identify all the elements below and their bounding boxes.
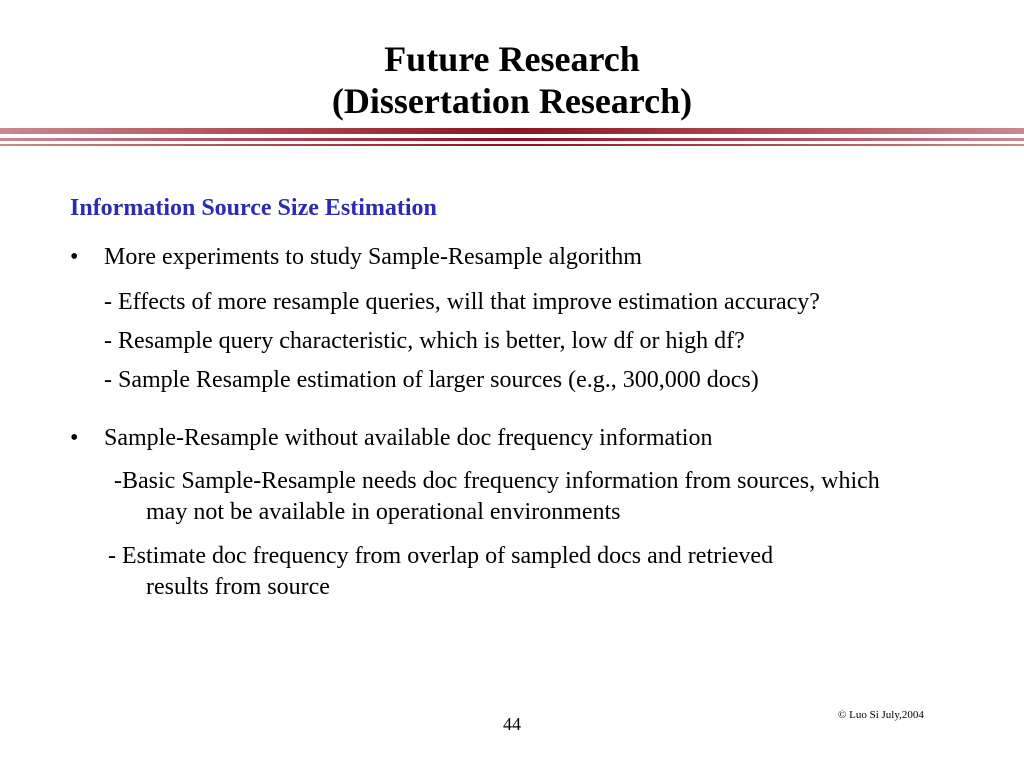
sub-item: - Sample Resample estimation of larger sources (e.g., 300,000 docs) — [104, 367, 759, 393]
sub-item: - Resample query characteristic, which is better, low df or high df? — [104, 328, 745, 354]
bullet-icon: • — [70, 425, 79, 451]
section-heading: Information Source Size Estimation — [70, 195, 437, 221]
page-number: 44 — [503, 714, 521, 734]
sub-item-continuation: results from source — [146, 574, 330, 600]
sub-item — [114, 466, 880, 528]
title-line-1: Future Research — [384, 39, 640, 79]
title-divider-rule — [0, 138, 1024, 141]
sub-item-line: -Basic Sample-Resample needs doc frequency information from sources, which — [114, 468, 880, 494]
copyright-notice: © Luo Si July,2004 — [838, 709, 924, 721]
title-divider-rule — [0, 144, 1024, 146]
bullet-icon: • — [70, 244, 79, 270]
sub-item-line: - Estimate doc frequency from overlap of sampled docs and retrieved — [108, 543, 774, 569]
title-divider-rule — [0, 128, 1024, 134]
bullet-item: Sample-Resample without available doc frequency information — [104, 425, 713, 451]
slide-title — [0, 38, 1024, 122]
title-line-2: (Dissertation Research) — [331, 81, 693, 121]
sub-item — [108, 541, 773, 603]
bullet-item: More experiments to study Sample-Resample algorithm — [104, 244, 642, 270]
sub-item-continuation: may not be available in operational environments — [146, 499, 621, 525]
sub-item: - Effects of more resample queries, will that improve estimation accuracy? — [104, 289, 820, 315]
